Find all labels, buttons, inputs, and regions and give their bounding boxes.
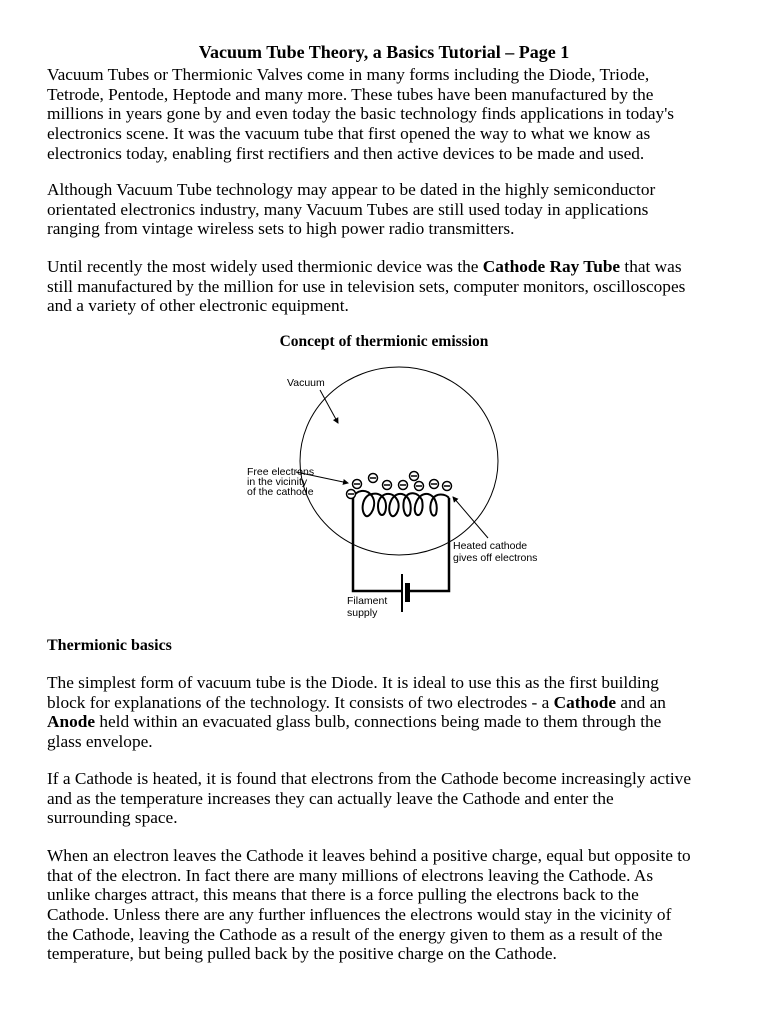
bold-term: Cathode Ray Tube — [482, 257, 621, 276]
text-segment: Tetrode, Pentode, Heptode and many more. These tubes have been manufactured by the — [47, 84, 654, 104]
figure-caption: Concept of thermionic emission — [279, 333, 489, 350]
text-segment: and as the temperature increases they can actually leave the Cathode and enter the — [47, 788, 614, 808]
text-segment: If a Cathode is heated, it is found that electrons from the Cathode become increasingly active — [47, 769, 691, 788]
free-electrons-label-2: in the vicinity — [247, 476, 308, 488]
text-segment: unlike charges attract, this means that there is a force pulling the electrons back to the — [47, 885, 639, 905]
text-segment: temperature, but being pulled back by the positive charge on the Cathode. — [47, 944, 557, 964]
text-segment: electronics today, enabling first rectifiers and then active devices to be made and used. — [47, 143, 645, 163]
text-line — [47, 944, 691, 964]
text-segment: and a variety of other electronic equipment. — [47, 296, 349, 316]
text-segment: Vacuum Tubes or Thermionic Valves come in many forms including the Diode, Triode, — [47, 65, 650, 84]
page-title: Vacuum Tube Theory, a Basics Tutorial – Page 1 — [198, 42, 570, 62]
text-segment: The simplest form of vacuum tube is the Diode. It is ideal to use this as the first building — [47, 673, 659, 692]
text-line — [47, 925, 691, 945]
text-segment: ranging from vintage wireless sets to high power radio transmitters. — [47, 219, 515, 239]
paragraph-positive-charge — [47, 846, 691, 964]
text-segment: the Cathode, leaving the Cathode as a result of the energy given to them as a result of the — [47, 924, 663, 944]
text-line — [47, 673, 666, 693]
text-segment: and an — [616, 692, 666, 712]
glass-envelope — [300, 367, 498, 555]
paragraph-diode — [47, 673, 666, 752]
text-line — [47, 712, 666, 732]
text-line — [47, 808, 691, 828]
text-segment: that of the electron. In fact there are many millions of electrons leaving the Cathode. As — [47, 865, 654, 885]
text-segment: orientated electronics industry, many Vacuum Tubes are still used today in applications — [47, 199, 649, 219]
text-segment: that was — [620, 257, 682, 276]
filament-supply-label-2: supply — [347, 607, 378, 619]
text-line — [47, 693, 666, 713]
text-line — [47, 789, 691, 809]
free-electrons-label-1: Free electrons — [247, 466, 315, 478]
electron-icon — [430, 480, 439, 489]
vacuum-label: Vacuum — [287, 377, 325, 389]
text-line — [47, 769, 691, 789]
text-line — [47, 905, 691, 925]
heated-cathode-label-1: Heated cathode — [453, 540, 528, 552]
text-segment: electronics scene. It was the vacuum tube that first opened the way to what we know as — [47, 124, 651, 144]
electron-icon — [399, 481, 408, 490]
electron-icon — [383, 481, 392, 490]
text-segment: Cathode. Unless there are any further influences the electrons would stay in the vicinity of — [47, 905, 672, 925]
text-line — [47, 732, 666, 752]
section-heading: Thermionic basics — [47, 637, 172, 654]
free-electrons-label-3: of the cathode — [247, 486, 314, 498]
electron-icon — [369, 474, 378, 483]
filament-supply-label-1: Filament — [347, 595, 388, 607]
electron-icon — [410, 472, 419, 481]
text-segment: millions in years gone by and even today the basic technology finds applications in today's — [47, 104, 675, 124]
heated-cathode-arrow — [453, 497, 488, 538]
electron-icon — [347, 490, 356, 499]
text-segment: held within an evacuated glass bulb, connections being made to them through the — [95, 712, 662, 732]
text-line — [47, 885, 691, 905]
bold-term: Anode — [47, 712, 96, 732]
text-segment: glass envelope. — [47, 732, 153, 752]
heated-cathode-label-2: gives off electrons — [453, 552, 538, 564]
electron-icon — [443, 482, 452, 491]
text-line — [47, 846, 691, 866]
text-segment: still manufactured by the million for use in television sets, computer monitors, oscilloscopes — [47, 276, 686, 296]
battery-short-plate — [405, 583, 410, 602]
heated-cathode-coil — [353, 491, 449, 516]
text-segment: When an electron leaves the Cathode it leaves behind a positive charge, equal but opposite to — [47, 846, 691, 865]
paragraph-heated-cathode — [47, 769, 691, 828]
text-segment: block for explanations of the technology. It consists of two electrodes - a — [47, 692, 554, 712]
electron-icon — [415, 482, 424, 491]
text-segment: Until recently the most widely used thermionic device was the — [47, 257, 483, 276]
electron-icon — [353, 480, 362, 489]
text-segment: Although Vacuum Tube technology may appear to be dated in the highly semiconductor — [47, 180, 656, 199]
text-line — [47, 866, 691, 886]
bold-term: Cathode — [553, 692, 617, 712]
text-segment: surrounding space. — [47, 808, 178, 828]
